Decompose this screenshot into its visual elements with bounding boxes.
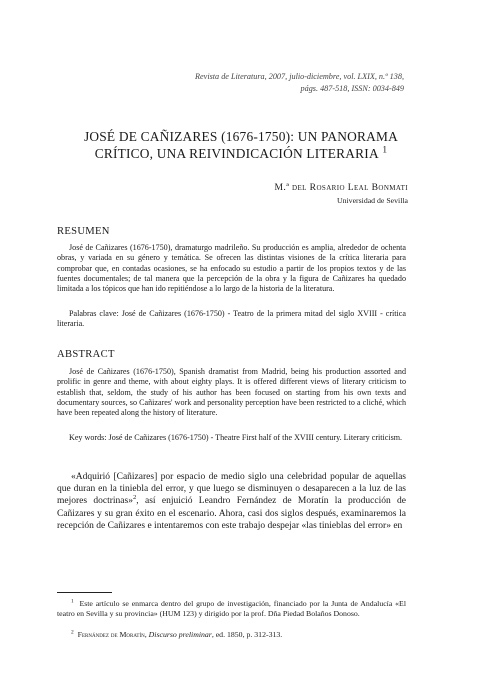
footnote-1 bbox=[57, 599, 406, 619]
journal-citation-line-1: Revista de Literatura, 2007, julio-diciembre, vol. LXIX, n.º 138, bbox=[195, 72, 404, 81]
body-text-part-1: «Adquirió [Cañizares] por espacio de medio siglo una celebridad popular de aquellas que duran en la tiniebla del error, y que luego se disminuyen o desaparecen a la luz de las mejores doctrinas» bbox=[57, 472, 406, 507]
footnote-2-author: Fernández de Moratín bbox=[77, 630, 145, 639]
resumen-text: José de Cañizares (1676-1750), dramaturgo madrileño. Su producción es amplia, alrededor de ochenta obras, y variada en su género y temática. Se ofrecen las distintas visiones de la crítica literaria para comprobar que, en contadas ocasiones, se ha enfocado su estudio a partir de los propios textos y de las fuentes documentales; de tal manera que la percepción de la obra y la figura de Cañizares ha quedado limitada a los tópicos que han ido repitiéndose a lo largo de la historia de la literatura. bbox=[57, 243, 406, 294]
title-footnote-mark: 1 bbox=[382, 145, 388, 156]
abstract-text: José de Cañizares (1676-1750), Spanish dramatist from Madrid, being his production assorted and prolific in genre and theme, with about eighty plays. It is offered different views of literary criticism to establish that, seldom, the study of his author has been focused on starting from his own texts and documentary sources, so Cañizares' work and personality perception have been restricted to a cliché, which have been repeated along the history of literature. bbox=[57, 367, 406, 418]
footnote-2-rest: , ed. 1850, p. 312-313. bbox=[211, 630, 283, 639]
journal-citation-line-2: págs. 487-518, ISSN: 0034-849 bbox=[300, 84, 404, 93]
footnote-separator bbox=[57, 592, 112, 593]
body-text-part-2: , así enjuició Leandro Fernández de Moratín la producción de Cañizares y su gran éxito en el escenario. Ahora, casi dos siglos después, examinaremos la recepción de Cañizares e intentaremos con este trabajo despejar «las tinieblas del error» en bbox=[57, 496, 406, 531]
footnote-2-work: Discurso preliminar bbox=[148, 630, 212, 639]
body-paragraph bbox=[57, 471, 406, 532]
footnote-1-mark: 1 bbox=[71, 598, 74, 605]
abstract-heading: ABSTRACT bbox=[57, 349, 115, 360]
footnote-1-text: Este artículo se enmarca dentro del grupo de investigación, financiado por la Junta de Andalucía «El teatro en Sevilla y su provincia» (HUM 123) y dirigido por la prof. Dña Piedad Bolaños Donoso. bbox=[57, 599, 406, 618]
body-footnote-mark: 2 bbox=[132, 494, 137, 502]
author-affiliation: Universidad de Sevilla bbox=[336, 196, 408, 205]
title-line-1: JOSÉ DE CAÑIZARES (1676-1750): UN PANORAMA bbox=[83, 129, 399, 144]
resumen-heading: RESUMEN bbox=[57, 226, 110, 237]
journal-citation bbox=[195, 71, 404, 95]
title-line-2 bbox=[60, 145, 422, 162]
article-title bbox=[60, 128, 422, 162]
author-name: M.ª del Rosario Leal Bonmati bbox=[274, 182, 408, 193]
resumen-keywords: Palabras clave: José de Cañizares (1676-1750) - Teatro de la primera mitad del siglo XVIII - crítica literaria. bbox=[57, 309, 406, 329]
title-line-2-text: CRÍTICO, UNA REIVINDICACIÓN LITERARIA bbox=[94, 146, 379, 161]
footnote-2-mark: 2 bbox=[71, 629, 74, 636]
abstract-keywords: Key words: José de Cañizares (1676-1750) - Theatre First half of the XVIII century. Literary criticism. bbox=[69, 433, 403, 442]
footnote-2: $^2$ Fernández de Moratín, Discurso preliminar, ed. 1850, p. 312-313. bbox=[71, 629, 283, 639]
